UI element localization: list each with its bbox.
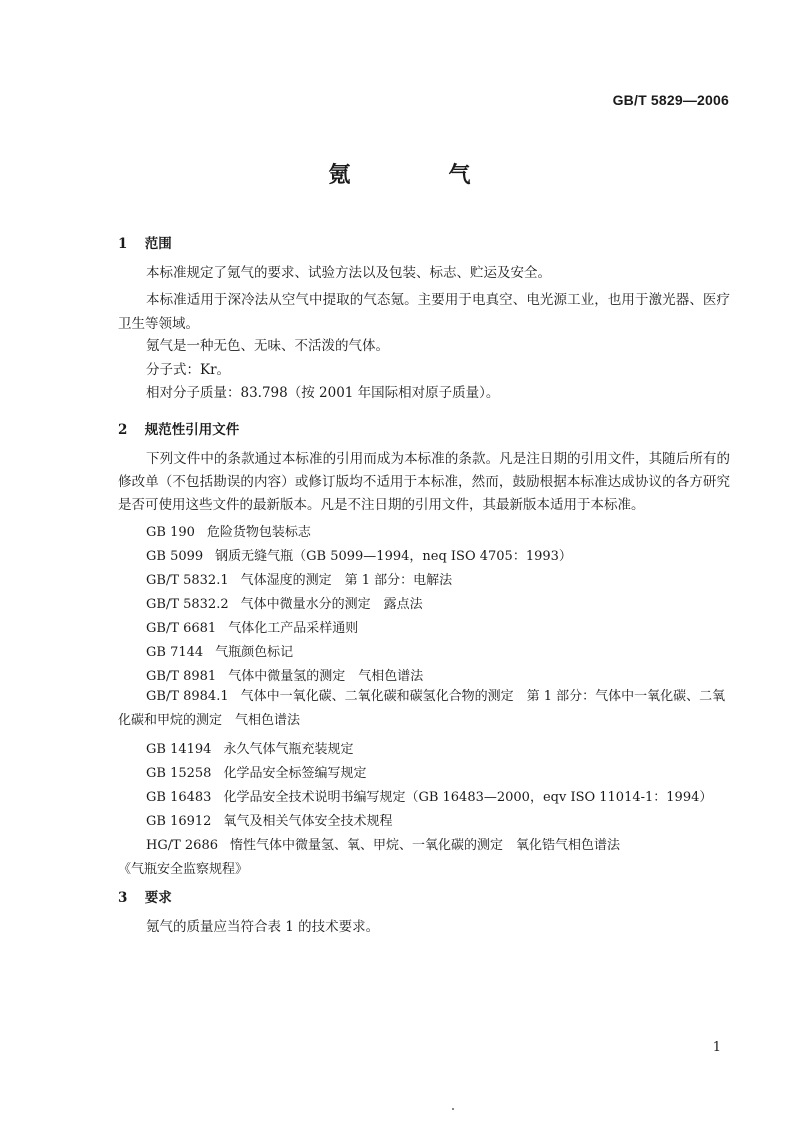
- reference-code: GB 7144: [146, 645, 204, 660]
- reference-item: [146, 738, 353, 757]
- reference-item: [146, 665, 423, 684]
- page-number: 1: [712, 1040, 721, 1055]
- document-code: GB/T 5829—2006: [612, 92, 729, 108]
- reference-title: 气体化工产品采样通则: [228, 621, 359, 636]
- reference-code: GB 190: [146, 525, 195, 540]
- section-number: 1: [118, 236, 128, 252]
- reference-code: GB/T 5832.2: [146, 597, 229, 612]
- section-heading-requirements: [118, 886, 172, 906]
- section-title: 范围: [144, 236, 172, 252]
- section-heading-scope: [118, 232, 172, 252]
- section-title: 规范性引用文件: [144, 422, 240, 438]
- reference-title: 惰性气体中微量氢、氧、甲烷、一氧化碳的测定 氧化锆气相色谱法: [230, 838, 621, 853]
- reference-title: 永久气体气瓶充装规定: [223, 742, 354, 757]
- reference-title: 《气瓶安全监察规程》: [118, 862, 249, 877]
- reference-item: [146, 641, 293, 660]
- reference-title: 氧气及相关气体安全技术规程: [223, 814, 393, 829]
- section-heading-normative-references: [118, 418, 239, 438]
- reference-code: GB 15258: [146, 766, 212, 781]
- reference-item: [118, 685, 730, 733]
- reference-code: GB 16912: [146, 814, 212, 829]
- reference-item: [146, 834, 620, 853]
- normative-intro-paragraph: 下列文件中的条款通过本标准的引用而成为本标准的条款。凡是注日期的引用文件，其随后所有的修改单（不包括勘误的内容）或修订版均不适用于本标准，然而，鼓励根据本标准达成协议的各方研究是否可使用这些文件的最新版本。凡是不注日期的引用文件，其最新版本适用于本标准。: [118, 451, 730, 513]
- reference-title: 化学品安全技术说明书编写规定（GB 16483—2000，eqv ISO 11014-1：1994）: [223, 790, 713, 805]
- reference-title: 气体中微量氢的测定 气相色谱法: [228, 669, 424, 684]
- reference-item: [146, 617, 358, 636]
- reference-code: GB 14194: [146, 742, 212, 757]
- scope-paragraph-5: 相对分子质量：83.798（按 2001 年国际相对原子质量）。: [146, 385, 500, 401]
- reference-title: 气体中微量水分的测定 露点法: [240, 597, 423, 612]
- section-title: 要求: [144, 890, 172, 906]
- reference-code: HG/T 2686: [146, 838, 218, 853]
- scope-paragraph-2: 本标准适用于深冷法从空气中提取的气态氪。主要用于电真空、电光源工业，也用于激光器、医疗卫生等领域。: [118, 292, 730, 332]
- reference-code: GB 16483: [146, 790, 212, 805]
- reference-title: 气瓶颜色标记: [215, 645, 294, 660]
- reference-item: [146, 810, 392, 829]
- reference-item: [118, 858, 248, 877]
- reference-title: 化学品安全标签编写规定: [223, 766, 367, 781]
- reference-item: [146, 545, 572, 564]
- reference-code: GB/T 8984.1: [146, 689, 229, 704]
- section-number: 2: [118, 422, 128, 438]
- reference-item: [146, 569, 452, 588]
- reference-title: 气体湿度的测定 第 1 部分：电解法: [240, 573, 453, 588]
- reference-title: 危险货物包装标志: [206, 525, 311, 540]
- scope-paragraph-3: 氪气是一种无色、无味、不活泼的气体。: [146, 338, 389, 354]
- reference-title: 气体中一氧化碳、二氧化碳和碳氢化合物的测定 第 1 部分：气体中一氧化碳、二氧化碳和甲烷的测定 气相色谱法: [118, 689, 726, 728]
- document-title: 氪 气: [328, 162, 509, 188]
- reference-item: [146, 593, 423, 612]
- reference-item: [146, 521, 311, 540]
- reference-code: GB 5099: [146, 549, 204, 564]
- reference-title: 钢质无缝气瓶（GB 5099—1994，neq ISO 4705：1993）: [215, 549, 572, 564]
- scan-speck: [452, 1108, 454, 1110]
- section-number: 3: [118, 890, 128, 906]
- scope-paragraph-4: 分子式：Kr。: [146, 362, 231, 378]
- reference-item: [146, 786, 712, 805]
- reference-code: GB/T 6681: [146, 621, 217, 636]
- reference-code: GB/T 8981: [146, 669, 217, 684]
- requirements-paragraph: 氪气的质量应当符合表 1 的技术要求。: [146, 919, 380, 935]
- scope-paragraph-1: 本标准规定了氪气的要求、试验方法以及包装、标志、贮运及安全。: [146, 265, 551, 281]
- reference-item: [146, 762, 366, 781]
- reference-code: GB/T 5832.1: [146, 573, 229, 588]
